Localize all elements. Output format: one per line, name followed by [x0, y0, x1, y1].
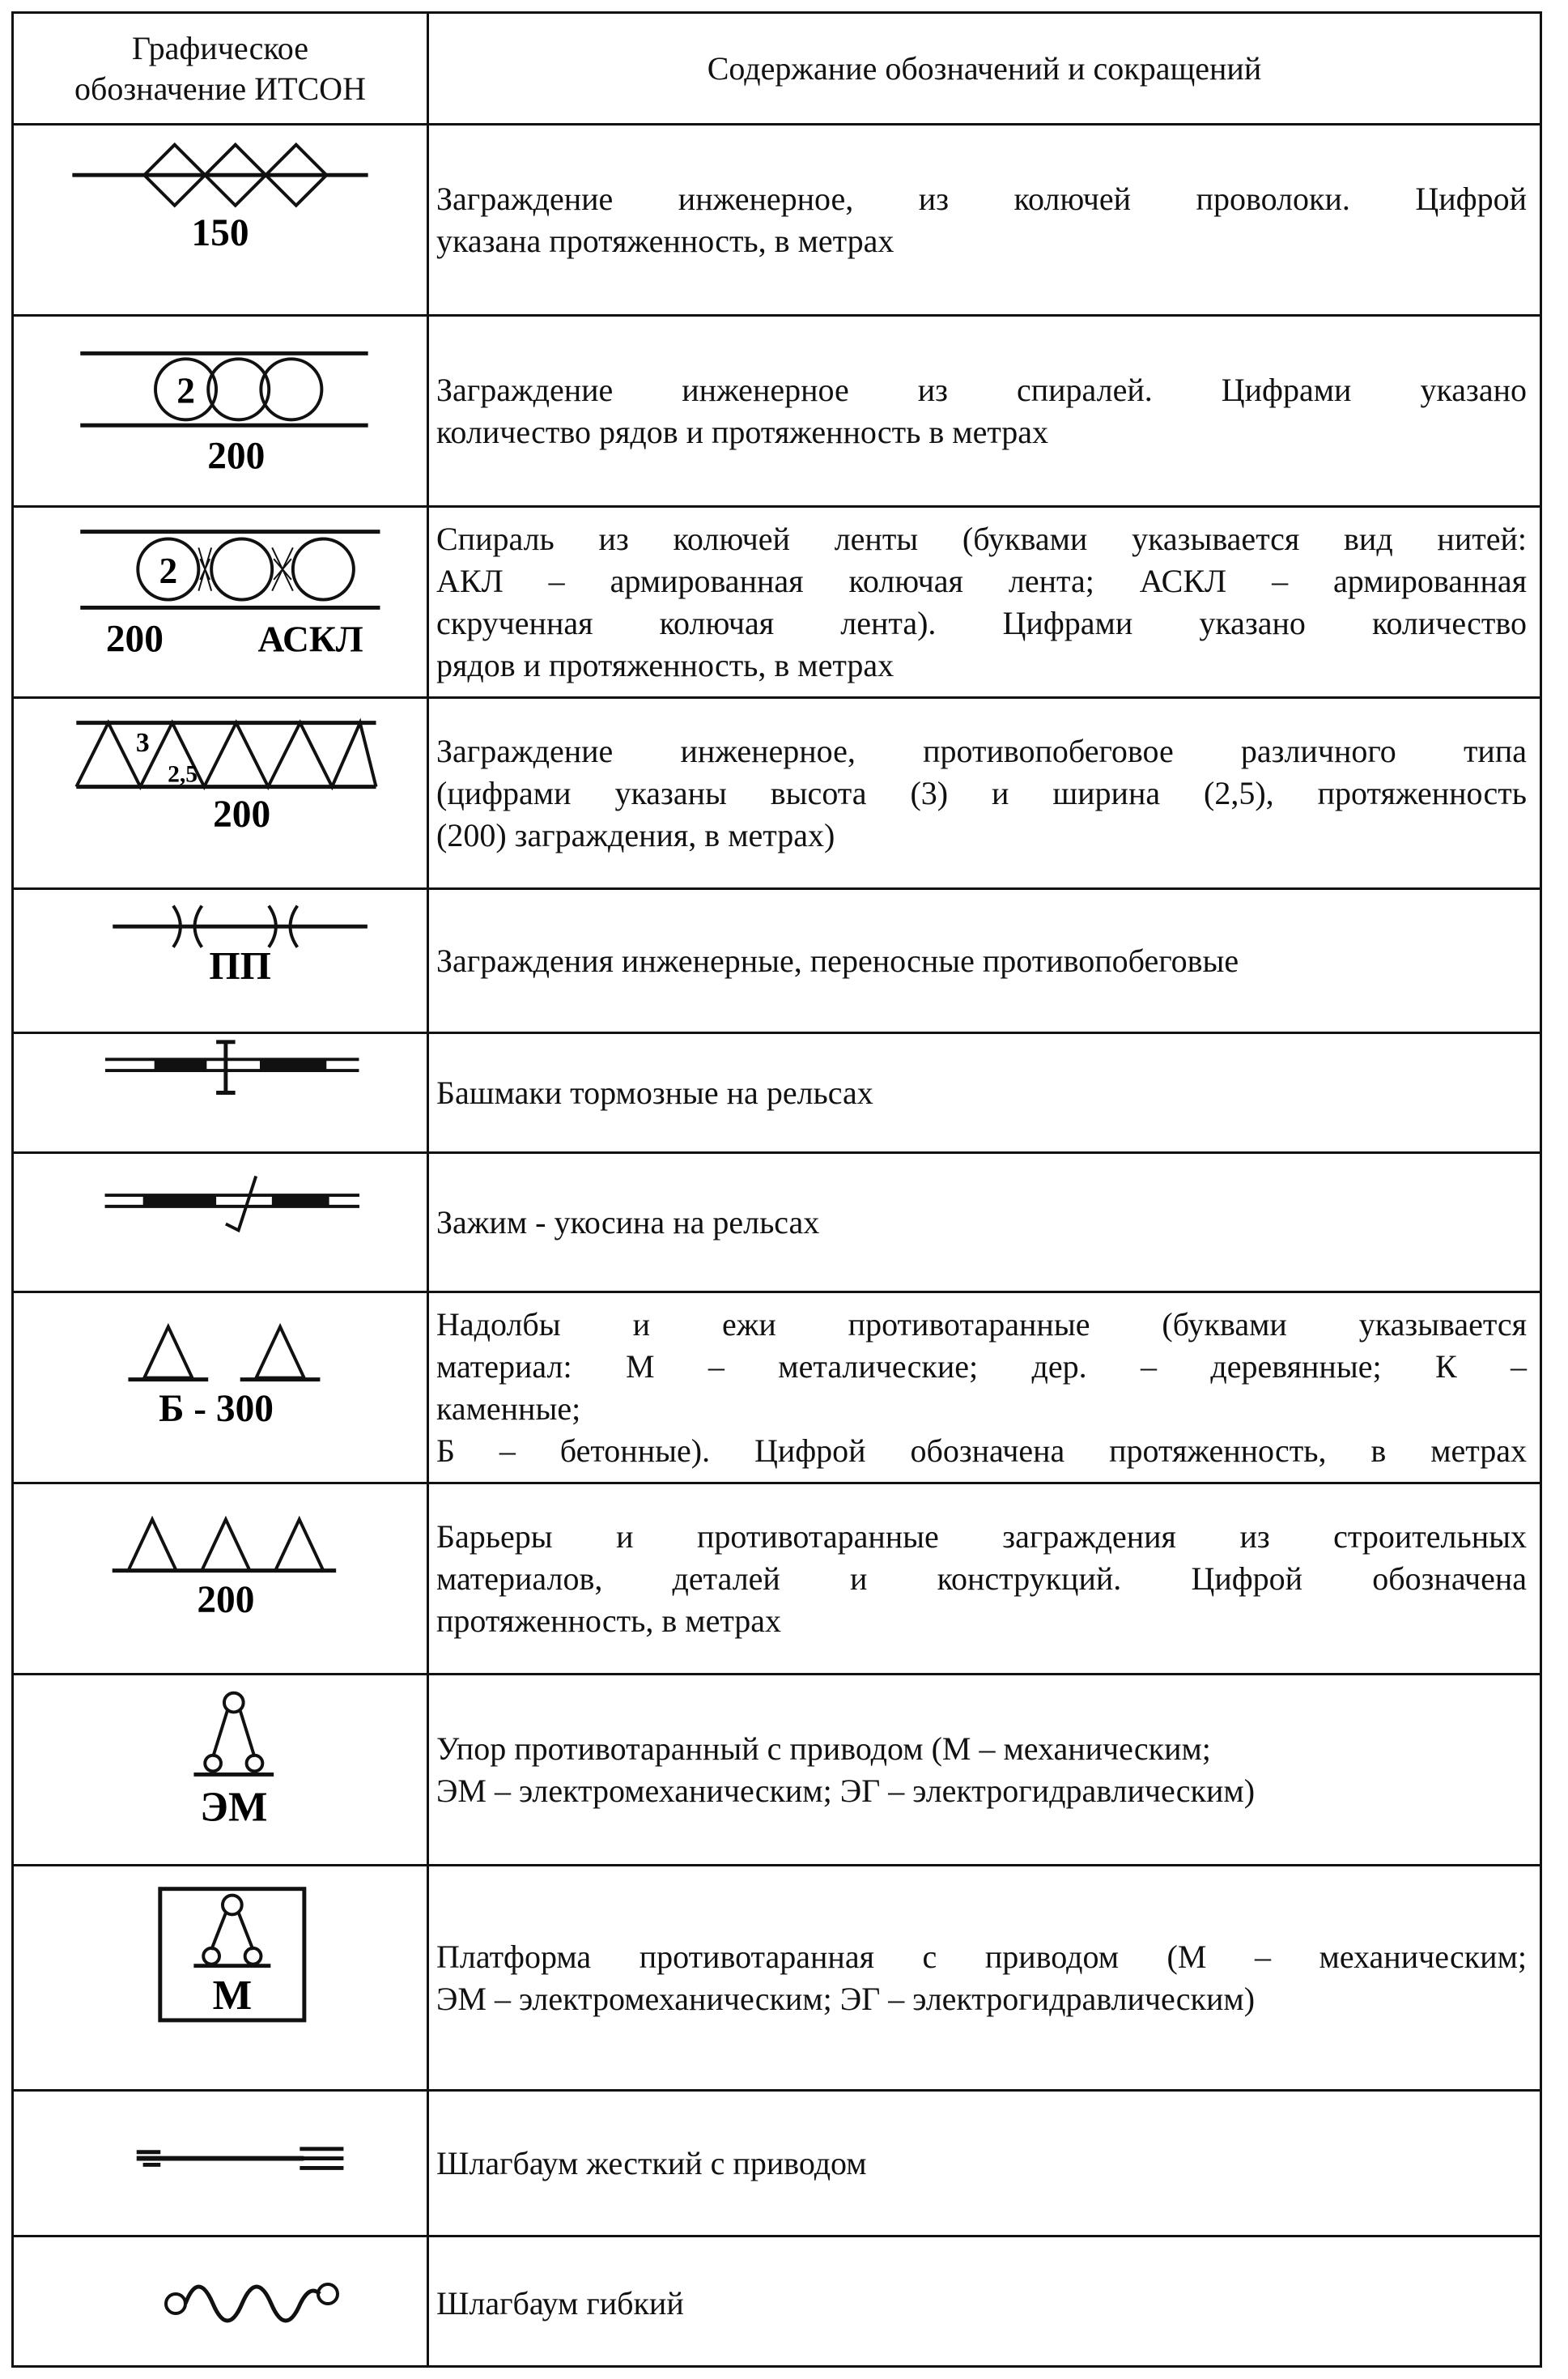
svg-text:2,5: 2,5 [168, 761, 198, 788]
row-description: Заграждение инженерное, из колючей проволоки. Цифрой указана протяженность, в метрах [436, 180, 1527, 259]
legend-table [11, 11, 1542, 2368]
barbed-wire-fence-icon [14, 126, 427, 314]
table-row [14, 2237, 1540, 2370]
row-description: Башмаки тормозные на рельсах [436, 1074, 873, 1111]
barbed-tape-spiral-icon [14, 508, 427, 696]
rigid-barrier-icon [14, 2092, 427, 2235]
svg-text:Б - 300: Б - 300 [159, 1387, 274, 1430]
anti-ram-barriers-icon [14, 1484, 427, 1673]
anti-ram-platform-icon [14, 1866, 427, 2089]
row-description: Спираль из колючей ленты (буквами указывается вид нитей: АКЛ – армированная колючая лента; АСКЛ – армированная скрученная колючая лента). Цифрами указано количество рядов и протяженность, в метрах [436, 520, 1527, 683]
svg-text:200: 200 [197, 1578, 255, 1621]
svg-text:М: М [212, 1973, 253, 2019]
table-row [14, 1293, 1540, 1484]
svg-text:200: 200 [213, 793, 271, 836]
table-row [14, 1154, 1540, 1293]
anti-ram-stop-icon [14, 1675, 427, 1864]
table-row [14, 1034, 1540, 1154]
table-row [14, 1675, 1540, 1866]
row-description: Упор противотаранный с приводом (М – механическим; ЭМ – электромеханическим; ЭГ – электрогидравлическим) [436, 1730, 1256, 1809]
row-description: Заграждение инженерное, противопобеговое различного типа (цифрами указаны высота (3) и ширина (2,5), протяженность (200) заграждения, в метрах) [436, 732, 1527, 853]
svg-text:3: 3 [135, 728, 150, 759]
portable-fence-icon [14, 890, 427, 1032]
svg-text:200: 200 [105, 618, 164, 661]
anti-ram-bollards-icon [14, 1293, 427, 1482]
row-description: Заграждение инженерное из спиралей. Цифрами указано количество рядов и протяженность в метрах [436, 371, 1527, 450]
table-row [14, 317, 1540, 508]
row-description: Платформа противотаранная с приводом (М – механическим; ЭМ – электромеханическим; ЭГ – электрогидравлическим) [436, 1938, 1527, 2017]
svg-text:ПП: ПП [209, 943, 271, 989]
header-description-column [429, 14, 1540, 123]
row-description: Шлагбаум гибкий [436, 2285, 684, 2322]
row-description: Шлагбаум жесткий с приводом [436, 2144, 867, 2181]
header-col1-line2: обозначение ИТСОН [74, 70, 366, 107]
svg-text:150: 150 [191, 212, 249, 255]
row-description: Зажим - укосина на рельсах [436, 1203, 820, 1241]
table-row [14, 126, 1540, 317]
table-row [14, 1484, 1540, 1675]
svg-text:2: 2 [176, 370, 195, 411]
table-row [14, 699, 1540, 890]
anti-escape-fence-icon [14, 699, 427, 887]
rail-brake-shoe-icon [14, 1034, 427, 1151]
table-row [14, 890, 1540, 1034]
row-description: Заграждения инженерные, переносные противопобеговые [436, 942, 1239, 979]
row-description: Надолбы и ежи противотаранные (буквами указывается материал: М – металические; дер. – деревянные; К – каменные; Б – бетонные). Цифрой обозначена протяженность, в метрах [436, 1305, 1527, 1469]
header-col1-line1: Графическое [132, 29, 308, 66]
row-description: Барьеры и противотаранные заграждения из строительных материалов, деталей и конструкций. Цифрой обозначена протяженность, в метрах [436, 1517, 1527, 1639]
svg-text:ЭМ: ЭМ [200, 1784, 268, 1831]
svg-text:АСКЛ: АСКЛ [257, 619, 363, 660]
table-row [14, 1866, 1540, 2092]
table-row [14, 508, 1540, 699]
header-symbol-column [14, 14, 427, 123]
header-row [14, 14, 1540, 126]
svg-text:2: 2 [159, 550, 178, 591]
flexible-barrier-icon [14, 2237, 427, 2370]
header-col2: Содержание обозначений и сокращений [707, 49, 1262, 87]
spiral-fence-icon [14, 317, 427, 505]
rail-clamp-icon [14, 1154, 427, 1291]
svg-text:200: 200 [207, 435, 266, 478]
table-row [14, 2092, 1540, 2237]
